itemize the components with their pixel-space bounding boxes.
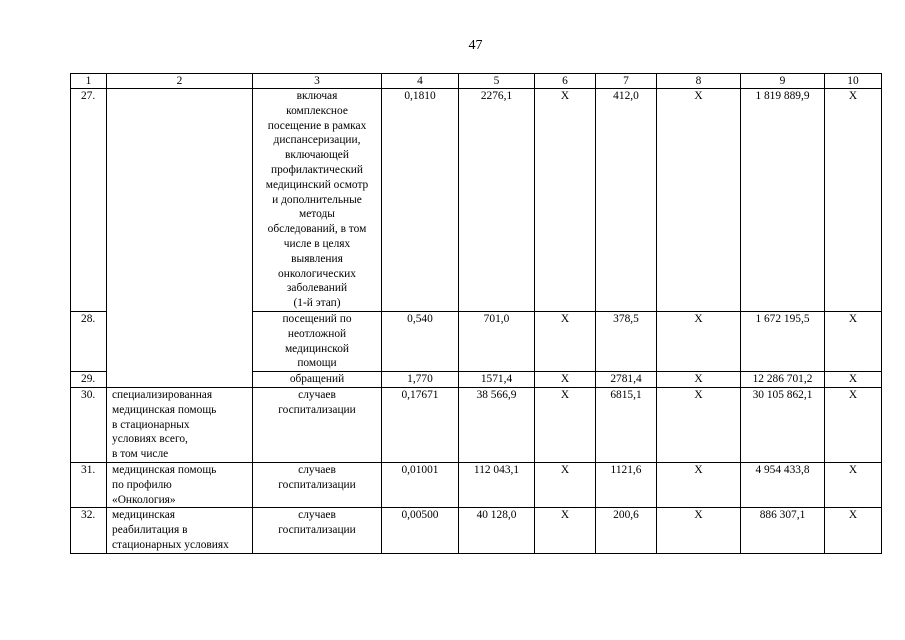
row-cell: 0,540	[382, 311, 459, 371]
column-header: 5	[459, 74, 535, 89]
row-cell: 38 566,9	[459, 387, 535, 462]
row-cell: 6815,1	[596, 387, 657, 462]
row-unit: случаев госпитализации	[253, 508, 382, 553]
row-cell: Х	[825, 372, 882, 388]
row-cell: Х	[535, 387, 596, 462]
row-name-merged	[107, 89, 253, 388]
row-unit: обращений	[253, 372, 382, 388]
row-cell: Х	[535, 462, 596, 507]
row-cell: Х	[535, 89, 596, 312]
row-cell: 0,17671	[382, 387, 459, 462]
row-number: 28.	[71, 311, 107, 371]
row-name: медицинская реабилитация в стационарных условиях	[107, 508, 253, 553]
row-number: 32.	[71, 508, 107, 553]
table-header-row	[71, 74, 882, 89]
column-header: 9	[741, 74, 825, 89]
row-cell: 4 954 433,8	[741, 462, 825, 507]
row-cell: 1571,4	[459, 372, 535, 388]
row-cell: 1121,6	[596, 462, 657, 507]
row-cell: 0,00500	[382, 508, 459, 553]
row-cell: Х	[825, 89, 882, 312]
page-number: 47	[468, 38, 483, 53]
column-header: 3	[253, 74, 382, 89]
row-cell: 112 043,1	[459, 462, 535, 507]
row-cell: 1,770	[382, 372, 459, 388]
column-header: 10	[825, 74, 882, 89]
row-cell: 40 128,0	[459, 508, 535, 553]
row-cell: Х	[825, 462, 882, 507]
row-cell: Х	[825, 311, 882, 371]
row-name: специализированная медицинская помощь в стационарных условиях всего, в том числе	[107, 387, 253, 462]
row-cell: Х	[825, 508, 882, 553]
row-cell: 0,01001	[382, 462, 459, 507]
row-cell: 378,5	[596, 311, 657, 371]
row-unit: посещений по неотложной медицинской помощи	[253, 311, 382, 371]
row-number: 29.	[71, 372, 107, 388]
column-header: 6	[535, 74, 596, 89]
column-header: 7	[596, 74, 657, 89]
row-cell: 1 672 195,5	[741, 311, 825, 371]
row-cell: Х	[535, 508, 596, 553]
row-cell: 2781,4	[596, 372, 657, 388]
row-unit: случаев госпитализации	[253, 387, 382, 462]
column-header: 2	[107, 74, 253, 89]
table-row	[71, 462, 882, 507]
column-header: 1	[71, 74, 107, 89]
row-cell: Х	[657, 387, 741, 462]
row-cell: Х	[657, 508, 741, 553]
row-cell: 0,1810	[382, 89, 459, 312]
row-cell: 886 307,1	[741, 508, 825, 553]
table-row	[71, 89, 882, 312]
row-number: 27.	[71, 89, 107, 312]
row-cell: Х	[535, 372, 596, 388]
column-header: 4	[382, 74, 459, 89]
row-cell: 412,0	[596, 89, 657, 312]
row-cell: 2276,1	[459, 89, 535, 312]
column-header: 8	[657, 74, 741, 89]
row-cell: 12 286 701,2	[741, 372, 825, 388]
row-cell: Х	[535, 311, 596, 371]
row-cell: 1 819 889,9	[741, 89, 825, 312]
row-number: 31.	[71, 462, 107, 507]
row-cell: 200,6	[596, 508, 657, 553]
row-cell: 701,0	[459, 311, 535, 371]
row-unit: включая комплексное посещение в рамках диспансеризации, включающей профилактический медицинский осмотр и дополнительные методы обследований, в том числе в целях выявления онкологических заболеваний (1-й этап)	[253, 89, 382, 312]
row-cell: Х	[657, 89, 741, 312]
table-row	[71, 387, 882, 462]
row-cell: Х	[657, 311, 741, 371]
table-row	[71, 508, 882, 553]
row-cell: 30 105 862,1	[741, 387, 825, 462]
row-name: медицинская помощь по профилю «Онкология»	[107, 462, 253, 507]
row-number: 30.	[71, 387, 107, 462]
tariff-table	[70, 73, 882, 554]
row-unit: случаев госпитализации	[253, 462, 382, 507]
row-cell: Х	[825, 387, 882, 462]
row-cell: Х	[657, 462, 741, 507]
row-cell: Х	[657, 372, 741, 388]
